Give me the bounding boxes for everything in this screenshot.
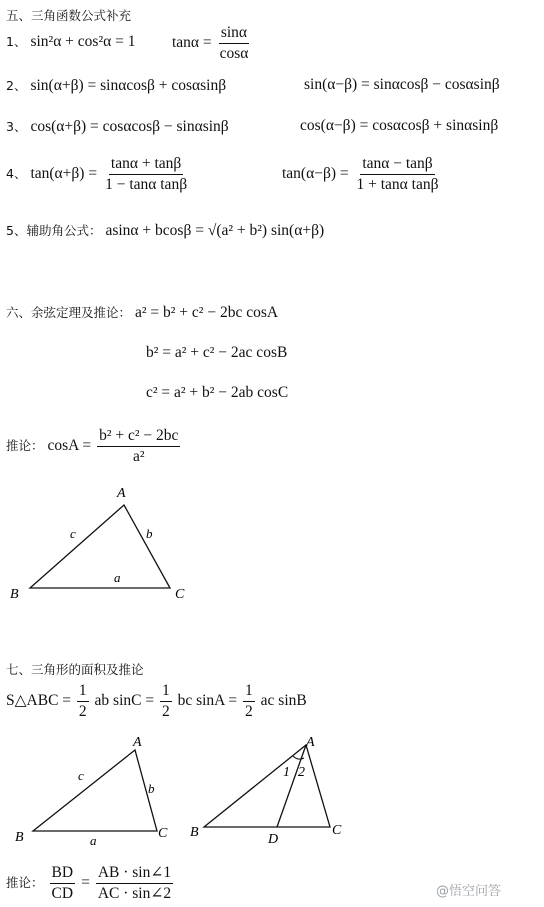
- item-number: 2、: [6, 78, 27, 93]
- bisector-corollary: 推论： $\frac{BD}{CD}$ = $\frac{AB \cdot \sin\angle 1}{AC \cdot \sin\angle 2}$: [6, 864, 172, 902]
- half-fraction-3: [243, 682, 255, 721]
- section5-heading: 五、三角函数公式补充: [6, 8, 132, 23]
- vertex-C-label: C: [175, 587, 185, 602]
- half-fraction-1: [77, 682, 89, 721]
- vertex-A-label: A: [133, 735, 142, 750]
- watermark: @悟空问答: [436, 884, 502, 899]
- section7-heading: 七、三角形的面积及推论: [6, 662, 144, 677]
- formula-row-5: [6, 221, 324, 240]
- tan-denominator: cosα: [219, 44, 249, 62]
- tan-fraction: [218, 24, 251, 63]
- side-c-label: c: [70, 526, 76, 541]
- cos-diff-formula: cos(α−β) = cosαcosβ + sinαsinβ: [300, 117, 499, 134]
- item-number: 4、: [6, 165, 27, 181]
- area-lhs: S△ABC =: [6, 691, 72, 709]
- sin-diff-formula: sin(α−β) = sinαcosβ − cosαsinβ: [304, 76, 500, 93]
- side-a-label: a: [114, 570, 121, 585]
- tan-numerator: sinα: [219, 24, 249, 44]
- bd-numerator: BD: [50, 864, 76, 884]
- half-denominator: 2: [78, 702, 87, 720]
- half-denominator: 2: [161, 702, 170, 720]
- vertex-B-label: B: [15, 830, 24, 845]
- triangle-shape: [204, 745, 330, 827]
- triangle-diagram-1: [0, 478, 260, 608]
- tan-diff-formula: [282, 155, 443, 194]
- auxiliary-angle-label: 5、辅助角公式：: [6, 223, 102, 238]
- tan-diff-denominator: 1 + tanα tanβ: [356, 175, 439, 193]
- section6-heading: 六、余弦定理及推论：: [6, 305, 132, 320]
- cosA-denominator: a²: [133, 447, 145, 465]
- sine-ratio-fraction: [96, 864, 173, 903]
- tan-sum-lhs: tan(α+β) =: [30, 164, 98, 182]
- tan-sum-fraction: [103, 155, 189, 194]
- tan-diff-numerator: tanα − tanβ: [360, 155, 434, 175]
- vertex-B-label: B: [190, 825, 199, 840]
- tan-sum-numerator: tanα + tanβ: [109, 155, 183, 175]
- corollary-label: 推论：: [6, 437, 44, 453]
- triangle-shape: [33, 750, 157, 831]
- tan-diff-lhs: tan(α−β) =: [282, 164, 349, 182]
- angle-1-label: 1: [283, 765, 290, 780]
- vertex-A-label: A: [306, 735, 315, 750]
- triangle-diagram-3: [190, 730, 360, 855]
- item-number: 3、: [6, 119, 27, 134]
- half-denominator: 2: [245, 702, 253, 720]
- half-numerator: 1: [243, 682, 255, 702]
- vertex-C-label: C: [332, 823, 342, 838]
- item-number: 1、: [6, 34, 27, 49]
- vertex-D-label: D: [268, 832, 279, 847]
- formula-row-3: [6, 117, 229, 136]
- half-numerator: 1: [160, 682, 172, 702]
- formula-row-1: [6, 32, 135, 51]
- cos-sum-formula: cos(α+β) = cosαcosβ − sinαsinβ: [30, 118, 229, 135]
- vertex-C-label: C: [158, 826, 168, 841]
- side-c-label: c: [78, 768, 84, 783]
- tan-lhs: tanα =: [172, 33, 212, 51]
- sin-sum-formula: sin(α+β) = sinαcosβ + cosαsinβ: [30, 77, 227, 94]
- formula-row-2: [6, 76, 226, 95]
- cosA-fraction: [97, 427, 180, 466]
- sine-ratio-denominator: AC · sin∠2: [97, 884, 172, 902]
- area-formula: [6, 682, 307, 721]
- vertex-B-label: B: [10, 587, 19, 602]
- cosA-lhs: cosA =: [47, 436, 92, 454]
- half-numerator: 1: [77, 682, 89, 702]
- pythagorean-identity: sin²α + cos²α = 1: [30, 33, 136, 50]
- cosine-corollary: [6, 427, 182, 466]
- sine-ratio-numerator: AB · sin∠1: [96, 864, 173, 884]
- vertex-A-label: A: [117, 486, 126, 501]
- area-term-3: ac sinB: [260, 691, 307, 709]
- cosine-law-row-1: [6, 303, 278, 322]
- tan-diff-fraction: [355, 155, 441, 194]
- corollary-label: 推论：: [6, 874, 44, 890]
- side-a-label: a: [90, 833, 97, 848]
- cosine-law-a: a² = b² + c² − 2bc cosA: [135, 304, 279, 321]
- side-b-label: b: [146, 526, 153, 541]
- auxiliary-angle-formula: asinα + bcosβ = √(a² + b²) sin(α+β): [105, 222, 325, 239]
- angle-2-label: 2: [298, 765, 305, 780]
- triangle-diagram-2: [0, 730, 190, 850]
- cosine-law-c: c² = a² + b² − 2ab cosC: [146, 384, 289, 401]
- side-b-label: b: [148, 781, 155, 796]
- half-fraction-2: [160, 682, 172, 721]
- area-term-2: bc sinA =: [177, 691, 238, 709]
- tan-definition: [172, 24, 252, 63]
- triangle-shape: [30, 505, 170, 588]
- cosine-law-b: b² = a² + c² − 2ac cosB: [146, 344, 288, 361]
- bd-cd-fraction: [50, 864, 76, 903]
- formula-row-4: [6, 155, 191, 194]
- area-term-1: ab sinC =: [94, 691, 155, 709]
- tan-sum-denominator: 1 − tanα tanβ: [105, 175, 188, 193]
- cosA-numerator: b² + c² − 2bc: [97, 427, 180, 447]
- cd-denominator: CD: [51, 884, 74, 902]
